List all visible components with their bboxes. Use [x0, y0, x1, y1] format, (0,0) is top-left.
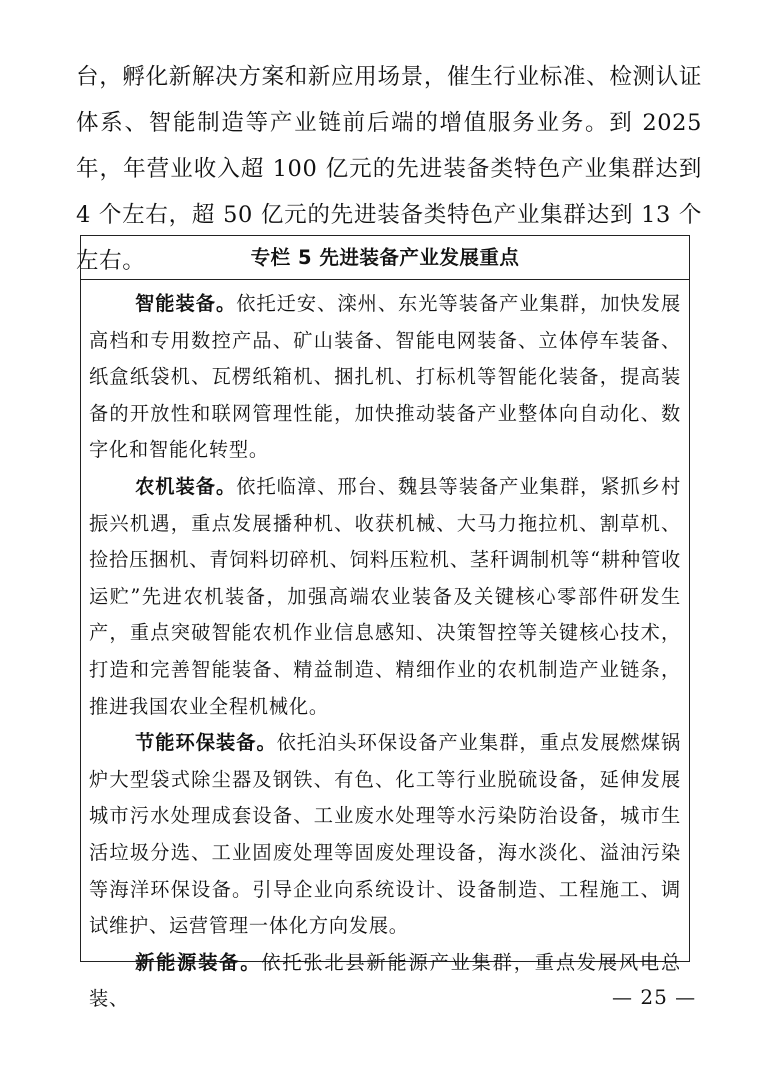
paragraph-intelligent-equipment: [89, 286, 681, 469]
intro-paragraph: 台，孵化新解决方案和新应用场景，催生行业标准、检测认证体系、智能制造等产业链前后端的增值服务业务。到 2025 年，年营业收入超 100 亿元的先进装备类特色产业集群达到 4 个左右，超 50 亿元的先进装备类特色产业集群达到 13 个左右。: [76, 64, 702, 274]
paragraph-lead: 新能源装备。: [135, 950, 262, 974]
paragraph-text: 依托泊头环保设备产业集群，重点发展燃煤锅炉大型袋式除尘器及钢铁、有色、化工等行业脱硫设备，延伸发展城市污水处理成套设备、工业废水处理等水污染防治设备，城市生活垃圾分选、工业固废处理等固废处理设备，海水淡化、溢油污染等海洋环保设备。引导企业向系统设计、设备制造、工程施工、调试维护、运营管理一体化方向发展。: [89, 731, 682, 938]
paragraph-lead: 农机装备。: [135, 474, 237, 498]
column-box-title: 专栏 5 先进装备产业发展重点: [81, 236, 689, 280]
paragraph-new-energy-equipment: [89, 945, 681, 1018]
paragraph-text: 依托张北县新能源产业集群，重点发展风电总装、: [89, 950, 681, 1011]
paragraph-text: 依托迁安、滦州、东光等装备产业集群，加快发展高档和专用数控产品、矿山装备、智能电网装备、立体停车装备、纸盒纸袋机、瓦楞纸箱机、捆扎机、打标机等智能化装备，提高装备的开放性和联网管理性能，加快推动装备产业整体向自动化、数字化和智能化转型。: [89, 292, 681, 462]
paragraph-lead: 节能环保装备。: [135, 731, 277, 755]
column-box-body: [81, 280, 689, 1018]
paragraph-environmental-equipment: [89, 725, 681, 945]
paragraph-text: 依托临漳、邢台、魏县等装备产业集群，紧抓乡村振兴机遇，重点发展播种机、收获机械、大马力拖拉机、割草机、捡拾压捆机、青饲料切碎机、饲料压粒机、茎秆调制机等“耕种管收运贮”先进农机装备，加强高端农业装备及关键核心零部件研发生产，重点突破智能农机作业信息感知、决策智控等关键核心技术，打造和完善智能装备、精益制造、精细作业的农机制造产业链条，推进我国农业全程机械化。: [89, 474, 681, 718]
paragraph-lead: 智能装备。: [135, 292, 237, 315]
paragraph-agricultural-equipment: [89, 469, 681, 725]
page-number: — 25 —: [612, 985, 697, 1009]
